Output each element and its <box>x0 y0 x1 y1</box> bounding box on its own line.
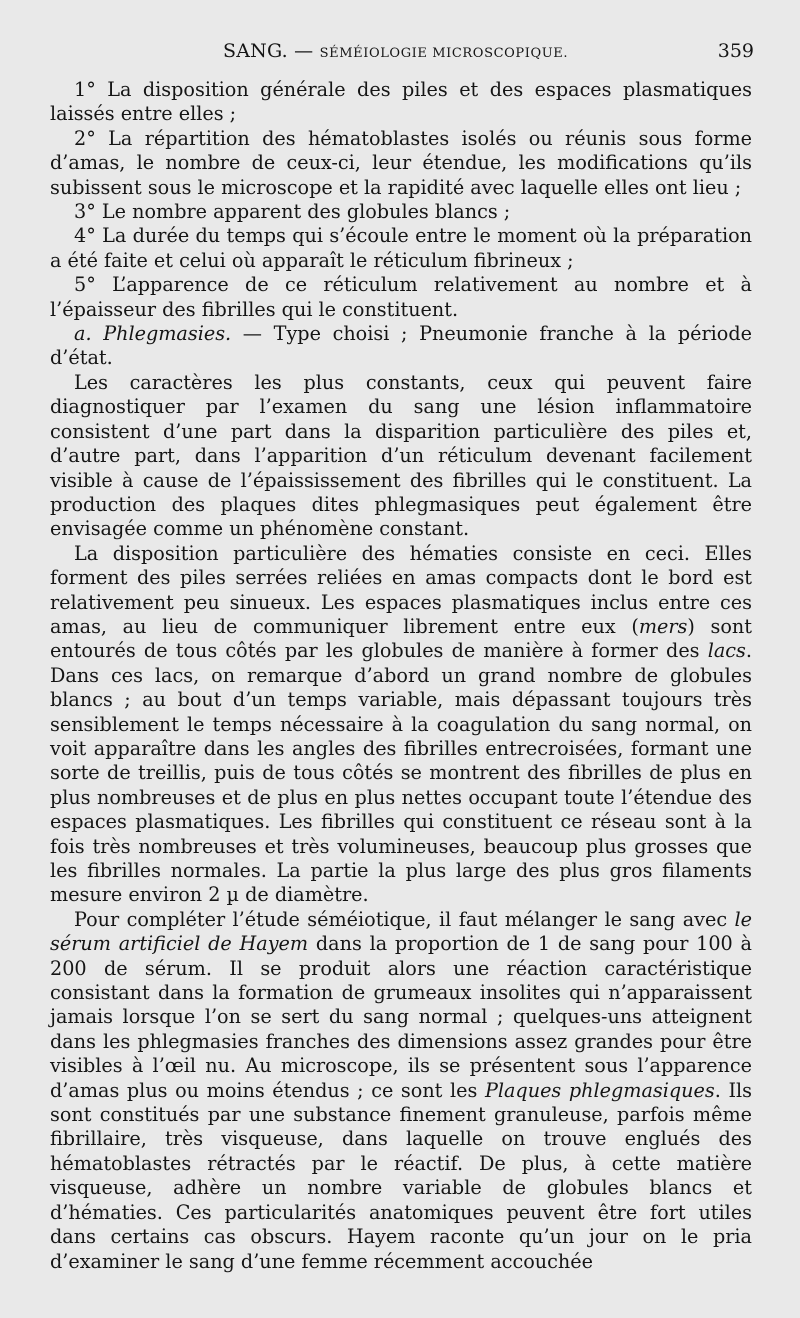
phlegmasies-text: — Type choisi ; Pneumonie franche à la période d’état. <box>50 322 752 370</box>
mers-term: mers <box>638 614 688 638</box>
subheading-phlegmasies: a. Phlegmasies. <box>74 322 232 346</box>
paragraph-item-4: 4° La durée du temps qui s’écoule entre le moment où la préparation a été faite et celui où apparaît le réticulum fibrineux ; <box>50 224 752 272</box>
plaques-term: Plaques phlegmasiques <box>484 1078 715 1102</box>
paragraph-item-5: 5° L’apparence de ce réticulum relativement au nombre et à l’épaisseur des fibrilles qui le constituent. <box>50 273 752 321</box>
paragraph-serum <box>50 908 752 1274</box>
serum-text-1: Pour compléter l’étude séméiotique, il faut mélanger le sang avec <box>74 907 735 931</box>
paragraph-item-2: 2° La répartition des hématoblastes isolés ou réunis sous forme d’amas, le nombre de ceux-ci, leur étendue, les modifications qu’ils subissent sous le microscope et la rapidité avec laquelle elles ont lieu ; <box>50 126 752 199</box>
lacs-term: lacs <box>707 639 746 663</box>
body-text <box>50 78 752 1274</box>
header-section: SÉMÉIOLOGIE MICROSCOPIQUE. <box>319 46 569 61</box>
serum-text-3: . Ils sont constitués par une substance finement granuleuse, parfois même fibrillaire, très visqueuse, dans laquelle on trouve englués des hématoblastes rétractés par le réactif. De plus, à cette matière visqueuse, adhère un nombre variable de globules blancs et d’hématies. Ces particularités anatomiques peuvent être fort utiles dans certains cas obscurs. Hayem raconte qu’un jour on le pria d’examiner le sang d’une femme récemment accouchée <box>50 1078 753 1273</box>
header-left: SANG. <box>223 40 288 62</box>
header-title <box>223 40 568 62</box>
disposition-text-3: . Dans ces lacs, on remarque d’abord un grand nombre de globules blancs ; au bout d’un temps variable, mais dépassant toujours très sensiblement le temps nécessaire à la coagulation du sang normal, on voit apparaître dans les angles des fibrilles entrecroisées, formant une sorte de treillis, puis de tous côtés se montrent des fibrilles de plus en plus nombreuses et de plus en plus nettes occupant toute l’étendue des espaces plasmatiques. Les fibrilles qui constituent ce réseau sont à la fois très nombreuses et très volumineuses, beaucoup plus grosses que les fibrilles normales. La partie la plus large des plus gros filaments mesure environ 2 µ de diamètre. <box>50 639 752 907</box>
running-header <box>50 38 752 74</box>
header-dash: — <box>294 40 314 62</box>
paragraph-phlegmasies <box>50 322 752 371</box>
serum-text-2: dans la proportion de 1 de sang pour 100 à 200 de sérum. Il se produit alors une réaction caractéristique consistant dans la formation de grumeaux insolites qui n’apparaissent jamais lorsque l’on se sert du sang normal ; quelques-uns atteignent dans les phlegmasies franches des dimensions assez grandes pour être visibles à l’œil nu. Au microscope, ils se présentent sous l’apparence d’amas plus ou moins étendus ; ce sont les <box>50 932 752 1102</box>
paragraph-disposition <box>50 542 752 908</box>
page-number: 359 <box>717 40 754 62</box>
paragraph-item-1: 1° La disposition générale des piles et des espaces plasmatiques laissés entre elles ; <box>50 78 752 126</box>
paragraph-caracteres: Les caractères les plus constants, ceux qui peuvent faire diagnostiquer par l’examen du sang une lésion inflammatoire consistent d’une part dans la disparition particulière des piles et, d’autre part, dans l’apparition d’un réticulum devenant facilement visible à cause de l’épaississement des fibrilles qui le constituent. La production des plaques dites phlegmasiques peut également être envisagée comme un phénomène constant. <box>50 370 752 541</box>
serum-term: le sérum artificiel de Hayem <box>50 907 752 956</box>
paragraph-item-3: 3° Le nombre apparent des globules blancs ; <box>74 200 511 224</box>
disposition-text-1: La disposition particulière des hématies consiste en ceci. Elles forment des piles serrées reliées en amas compacts dont le bord est relativement peu sinueux. Les espaces plasmatiques inclus entre ces amas, au lieu de communiquer librement entre eux ( <box>50 541 752 638</box>
disposition-text-2: ) sont entourés de tous côtés par les globules de manière à former des <box>50 614 752 663</box>
